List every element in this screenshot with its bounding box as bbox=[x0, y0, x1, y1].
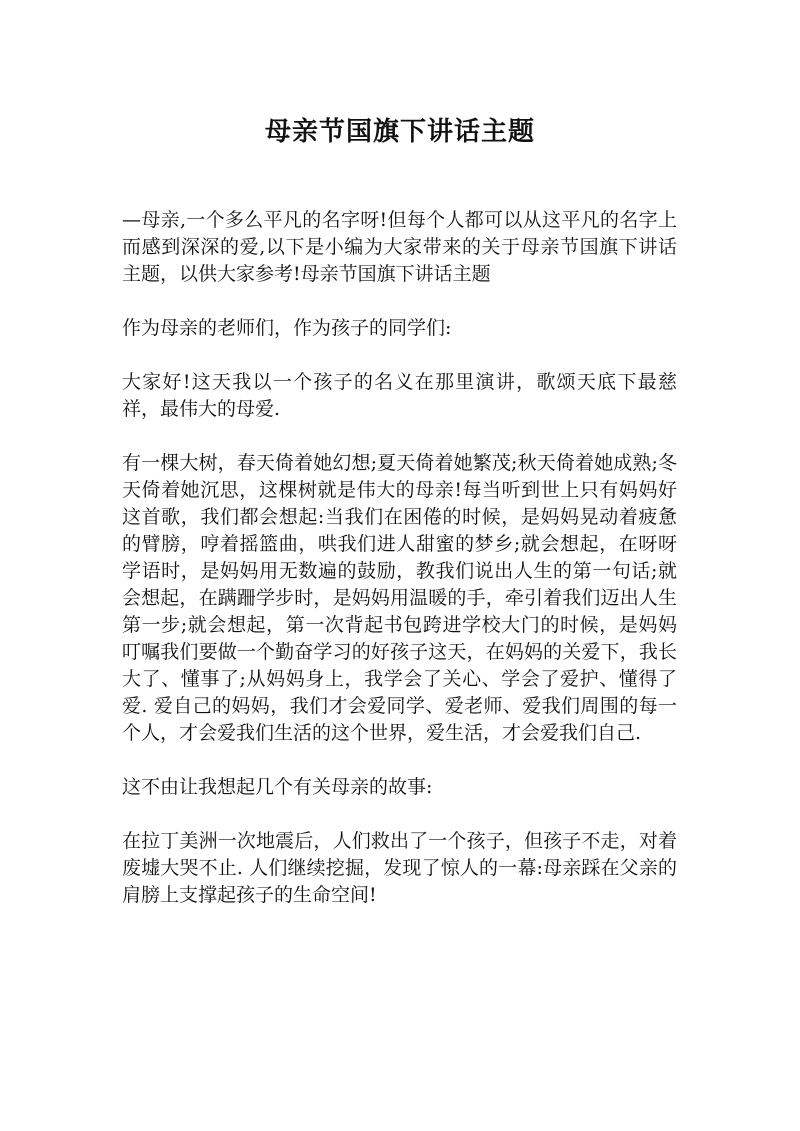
paragraph-big-tree: 有一棵大树，春天倚着她幻想;夏天倚着她繁茂;秋天倚着她成熟;冬天倚着她沉思，这棵树就是伟大的母亲!每当听到世上只有妈妈好这首歌，我们都会想起:当我们在困倦的时候，是妈妈晃动着疲惫的臂膀，哼着摇篮曲，哄我们进人甜蜜的梦乡;就会想起，在呀呀学语时，是妈妈用无数遍的鼓励，教我们说出人生的第一句话;就会想起，在蹒跚学步时，是妈妈用温暖的手，牵引着我们迈出人生第一步;就会想起，第一次背起书包跨进学校大门的时候，是妈妈叮嘱我们要做一个勤奋学习的好孩子这天，在妈妈的关爱下，我长大了、懂事了;从妈妈身上，我学会了关心、学会了爱护、懂得了爱. 爱自己的妈妈，我们才会爱同学、爱老师、爱我们周围的每一个人，才会爱我们生活的这个世界，爱生活，才会爱我们自己. bbox=[122, 452, 677, 744]
paragraph-stories-intro: 这不由让我想起几个有关母亲的故事: bbox=[122, 776, 433, 798]
paragraph-earthquake-story: 在拉丁美洲一次地震后，人们救出了一个孩子，但孩子不走，对着废墟大哭不止. 人们继续挖掘，发现了惊人的一幕:母亲踩在父亲的肩膀上支撑起孩子的生命空间! bbox=[122, 830, 677, 906]
paragraph-salutation: 作为母亲的老师们，作为孩子的同学们: bbox=[122, 317, 452, 339]
document-title: 母亲节国旗下讲话主题 bbox=[264, 117, 535, 147]
paragraph-intro: —母亲,一个多么平凡的名字呀!但每个人都可以从这平凡的名字上而感到深深的爱,以下是小编为大家带来的关于母亲节国旗下讲话主题，以供大家参考!母亲节国旗下讲话主题 bbox=[122, 209, 677, 285]
document-body bbox=[122, 207, 677, 936]
paragraph-greeting: 大家好!这天我以一个孩子的名义在那里演讲，歌颂天底下最慈祥，最伟大的母爱. bbox=[122, 371, 677, 420]
